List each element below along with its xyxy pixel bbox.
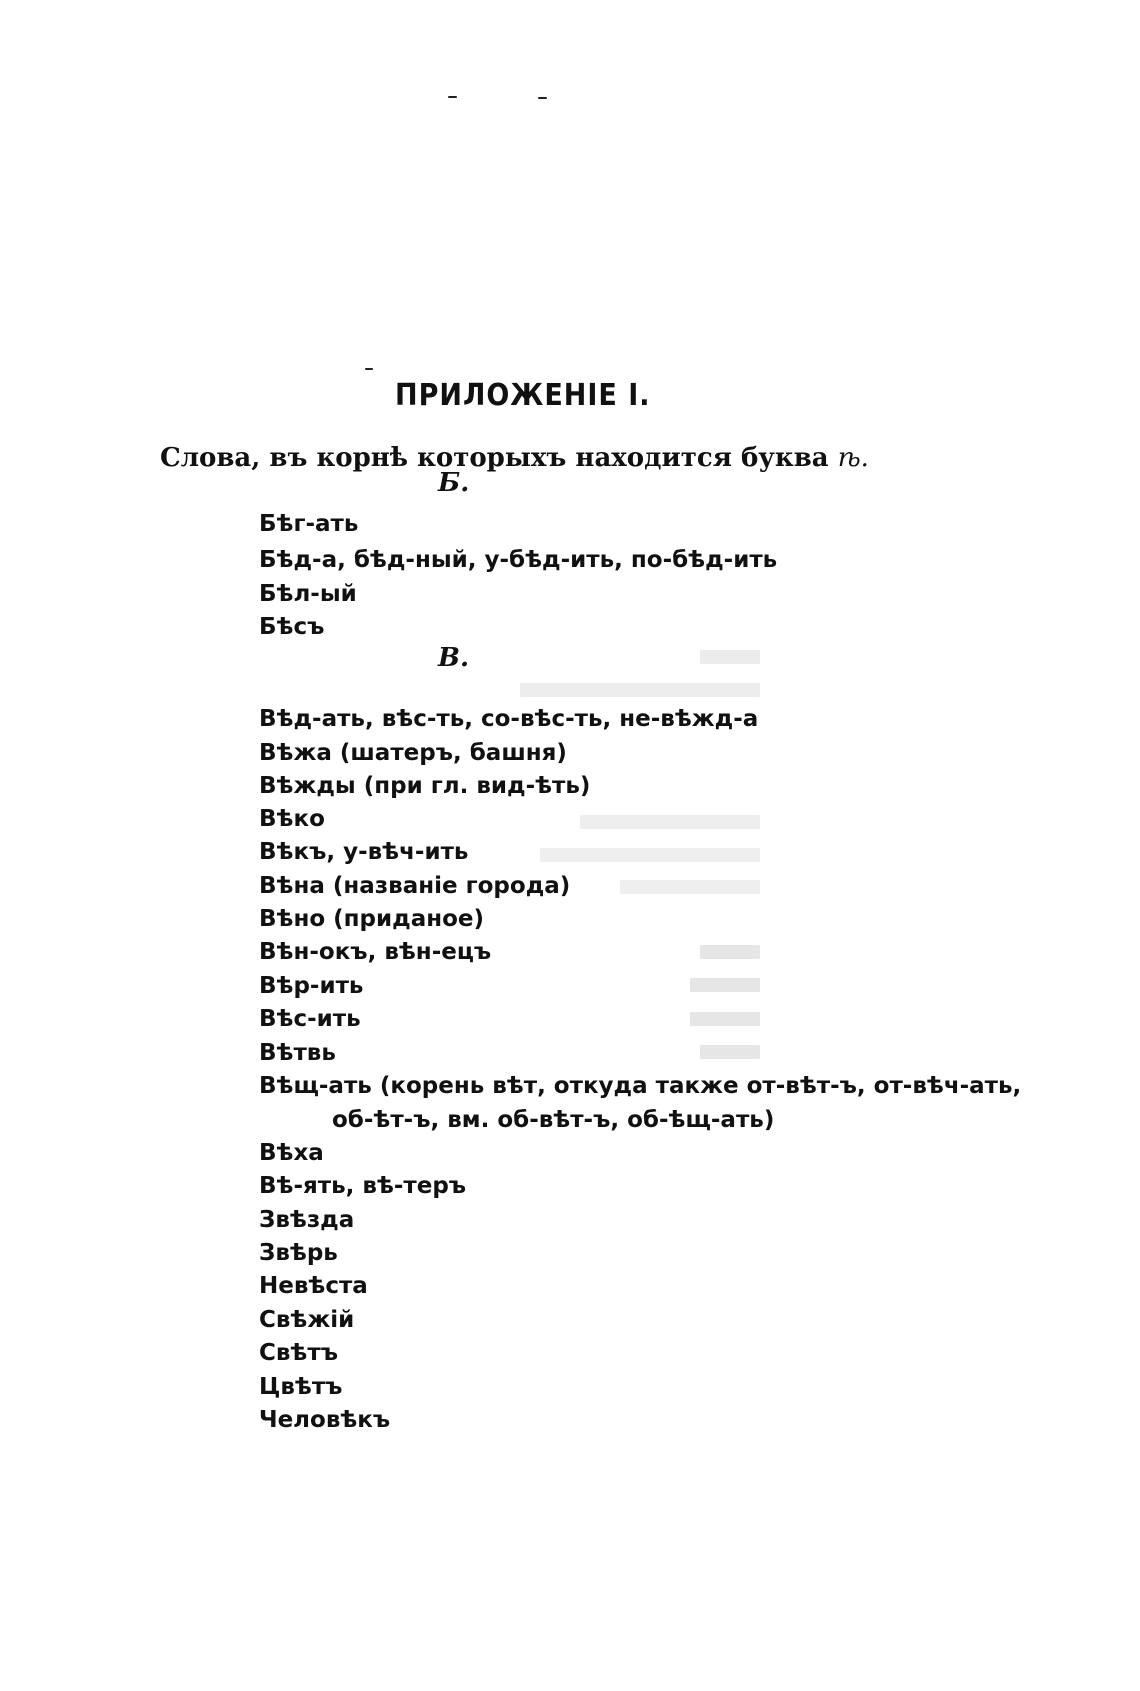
list-item: Вѣр-ить (259, 973, 364, 999)
letter-heading-v: В. (438, 643, 470, 673)
appendix-title: ПРИЛОЖЕНІЕ І. (395, 378, 651, 413)
list-item: Бѣл-ый (259, 581, 357, 607)
bleed-through-mark (700, 650, 760, 664)
list-item: Вѣтвь (259, 1040, 336, 1066)
list-item: Бѣг-ать (259, 511, 359, 537)
bleed-through-mark (690, 1012, 760, 1026)
list-item: Невѣста (259, 1273, 368, 1299)
bleed-through-mark (620, 880, 760, 894)
bleed-through-mark (690, 978, 760, 992)
list-item: Свѣжій (259, 1307, 355, 1333)
list-item: Цвѣтъ (259, 1374, 343, 1400)
list-item: Вѣно (приданое) (259, 906, 485, 932)
list-item: Вѣщ-ать (корень вѣт, откуда также от-вѣт-ъ, от-вѣч-ать, (259, 1073, 1022, 1099)
bleed-through-mark (540, 848, 760, 862)
list-item: Вѣс-ить (259, 1006, 361, 1032)
bleed-through-mark (580, 815, 760, 829)
letter-heading-b: Б. (438, 468, 470, 498)
list-item-continuation: об-ѣт-ъ, вм. об-вѣт-ъ, об-ѣщ-ать) (332, 1107, 775, 1133)
list-item: Вѣко (259, 806, 325, 832)
list-item: Человѣкъ (259, 1407, 391, 1433)
section-heading-text: Слова, въ корнѣ которыхъ находится буква (160, 443, 829, 473)
list-item: Бѣсъ (259, 614, 325, 640)
list-item: Звѣрь (259, 1240, 338, 1266)
list-item: Вѣна (названіе города) (259, 873, 571, 899)
list-item: Вѣ-ять, вѣ-теръ (259, 1173, 467, 1199)
list-item: Вѣд-ать, вѣс-ть, со-вѣс-ть, не-вѣжд-а (259, 706, 759, 732)
bleed-through-mark (520, 683, 760, 697)
list-item: Свѣтъ (259, 1340, 338, 1366)
list-item: Вѣха (259, 1140, 324, 1166)
section-heading (160, 443, 869, 473)
list-item: Звѣзда (259, 1207, 355, 1233)
list-item: Бѣд-а, бѣд-ный, у-бѣд-ить, по-бѣд-ить (259, 547, 778, 573)
print-speck (538, 97, 547, 99)
bleed-through-mark (700, 945, 760, 959)
list-item: Вѣн-окъ, вѣн-ецъ (259, 939, 492, 965)
list-item: Вѣжды (при гл. вид-ѣть) (259, 773, 591, 799)
print-speck (365, 368, 373, 370)
print-speck (448, 96, 457, 98)
section-heading-letter: ѣ. (837, 443, 869, 473)
list-item: Вѣжа (шатеръ, башня) (259, 740, 567, 766)
list-item: Вѣкъ, у-вѣч-ить (259, 839, 469, 865)
bleed-through-mark (700, 1045, 760, 1059)
